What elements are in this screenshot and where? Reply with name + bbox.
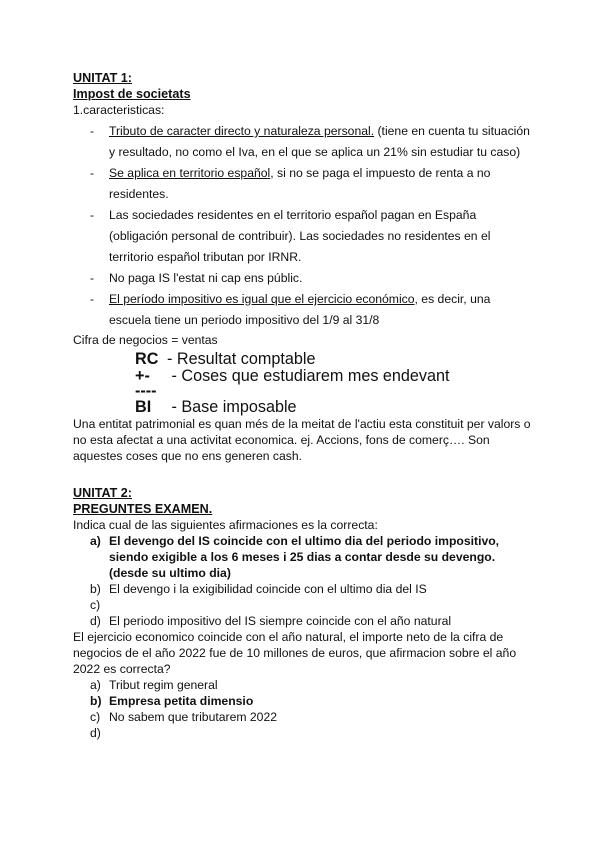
bullet-item: - Tributo de caracter directo y naturaleza personal. (tiene en cuenta tu situación y resultado, no como el Iva, en el que se aplica un 21% sin estudiar tu caso) — [90, 124, 530, 159]
option-item: a) El devengo del IS coincide con el ultimo dia del periodo impositivo, siendo exigible a los 6 meses i 25 dias a contar desde su devengo. (desde su ultimo dia) — [90, 533, 500, 580]
bullet-item: - Se aplica en territorio español, si no se paga el impuesto de renta a no residentes. — [90, 166, 491, 201]
paragraph: Una entitat patrimonial es quan més de la meitat de l'actiu esta constituit per valors o no esta afectat a una activitat economica. ej. Accions, fons de comerç…. Son aquestes coses que no ens generen cash. — [73, 416, 531, 463]
question-2: El ejercicio economico coincide con el año natural, el importe neto de la cifra de negocios de el año 2022 fue de 10 millones de euros, que afirmacion sobre el año 2022 es correcta? — [73, 629, 517, 676]
option-item: c) — [90, 597, 101, 612]
bullet-item: - No paga IS l'estat ni cap ens públic. — [90, 271, 303, 285]
formula-line: RC - Resultat comptable — [135, 350, 316, 368]
bullet-item: - El período impositivo es igual que el ejercicio económico, es decir, una escuela tiene un periodo impositivo del 1/9 al 31/8 — [90, 292, 491, 327]
cifra-line: Cifra de negocios = ventas — [73, 333, 218, 347]
unit1-subtitle: Impost de societats — [73, 87, 191, 101]
bullet-item: - Las sociedades residentes en el territorio español pagan en España (obligación personal de contribuir). Las sociedades no residentes en el territorio español tributan por IRNR. — [90, 208, 491, 264]
option-item: a) Tribut regim general — [90, 677, 218, 692]
document-page — [73, 70, 533, 741]
formula-line: BI - Base imposable — [135, 398, 297, 416]
section-heading: 1.caracteristicas: — [73, 103, 165, 117]
formula-block — [73, 351, 533, 416]
option-item: d) El periodo impositivo del IS siempre coincide con el año natural — [90, 613, 452, 628]
unit2-subtitle: PREGUNTES EXAMEN. — [73, 501, 213, 516]
question-1: Indica cual de las siguientes afirmaciones es la correcta: — [73, 517, 378, 532]
option-item: b) El devengo i la exigibilidad coincide con el ultimo dia del IS — [90, 581, 427, 596]
option-item: b) Empresa petita dimensio — [90, 693, 254, 708]
unit2-title: UNITAT 2: — [73, 485, 132, 500]
option-item: c) No sabem que tributarem 2022 — [90, 709, 278, 724]
option-item: d) — [90, 725, 101, 740]
formula-line: ---- — [135, 382, 157, 400]
formula-line: +- - Coses que estudiarem mes endevant — [135, 366, 450, 385]
unit1-title: UNITAT 1: — [73, 71, 132, 85]
